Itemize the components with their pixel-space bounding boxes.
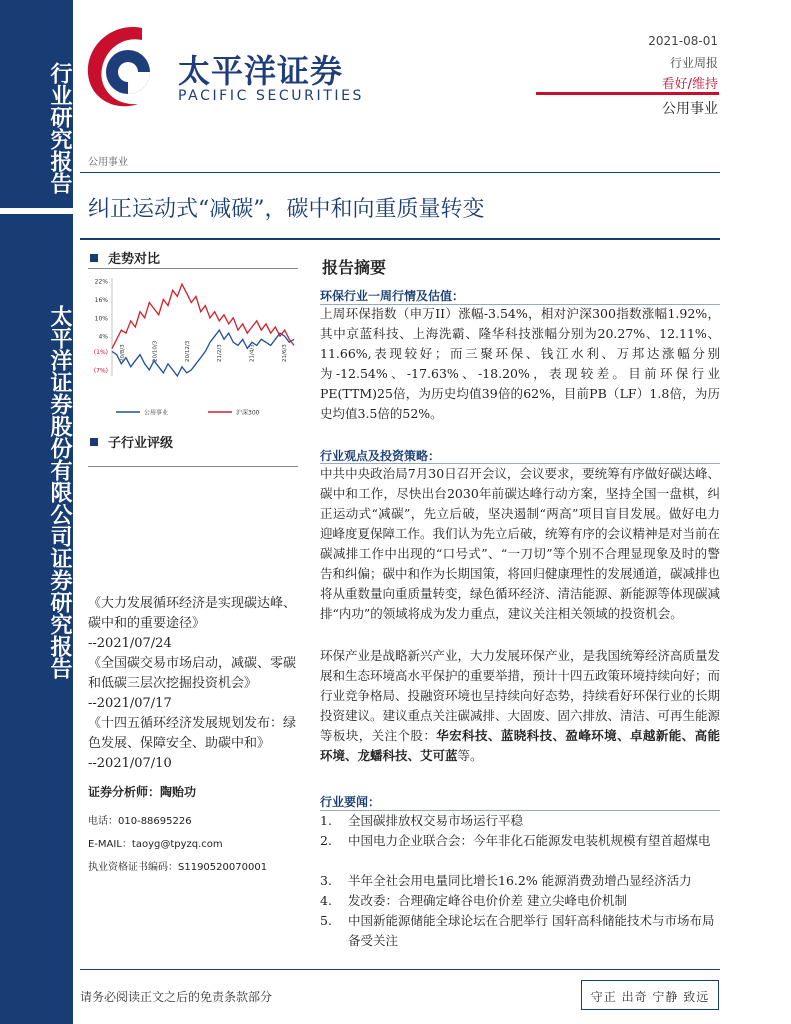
sidebar-label-company: 太平洋证券股份有限公司证券研究报告 — [47, 305, 73, 679]
strategy-section-head: 行业观点及投资策略： — [320, 449, 441, 463]
industry-rating: 看好/维持 — [661, 77, 718, 92]
news-number: 2. — [320, 833, 332, 848]
square-bullet-icon — [90, 254, 98, 262]
motto-box — [581, 980, 719, 1010]
news-item[interactable] — [320, 891, 720, 911]
logo-chinese-name: 太平洋证券 — [178, 52, 344, 90]
y-axis-labels — [94, 279, 108, 375]
header-sector: 公用事业 — [662, 101, 718, 117]
chart-series-group — [112, 284, 294, 376]
related-report-1[interactable]: 《大力发展循环经济是实现碳达峰、碳中和的重要途径》 — [88, 596, 297, 631]
disclaimer-text: 请务必阅读正文之后的免责条款部分 — [80, 990, 273, 1004]
logo-english-name: PACIFIC SECURITIES — [178, 88, 365, 104]
x-tick-label: 21/2/3 — [217, 344, 224, 362]
trend-head-label: 走势对比 — [108, 252, 161, 267]
strategy-paragraph-2 — [320, 646, 720, 766]
header-accent-line — [536, 92, 719, 95]
trend-head-divider — [88, 268, 298, 269]
news-text: 全国碳排放权交易市场运行平稳 — [348, 813, 524, 828]
y-tick-label: 22% — [94, 278, 108, 286]
header-divider — [80, 172, 720, 173]
legend-label: 公用事业 — [144, 409, 169, 417]
market-paragraph: 上周环保指数（申万II）涨幅-3.54%，相对沪深300指数涨幅1.92%，其中京蓝科技、上海洗霸、隆华科技涨幅分别为20.27%、12.11%、11.66%,表现较好；而三聚环保、钱江水利、万邦达涨幅分别为-12.54%、-17.63%、-18.20%，表现较差。目前环保行业PE(TTM)25倍，为历史均值39倍的62%，目前PB（LF）1.8倍，为历史均值3.5倍的52%。 — [320, 306, 720, 421]
x-tick-label: 21/6/3 — [282, 344, 288, 362]
series-line-1 — [112, 330, 294, 376]
news-text: 中国新能源储能全球论坛在合肥举行 国轩高科储能技术与市场布局备受关注 — [348, 913, 715, 948]
chart-legend — [116, 409, 260, 417]
news-item[interactable] — [320, 871, 720, 891]
sidebar-label-report-type: 行业研究报告 — [47, 62, 73, 194]
sub-rating-head-label: 子行业评级 — [108, 436, 174, 451]
strategy-paragraph-2-tail: 等。 — [457, 748, 483, 763]
y-tick-label: 4% — [98, 333, 108, 341]
company-motto: 守正 出奇 宁静 致远 — [590, 990, 710, 1004]
news-text: 发改委：合理确定峰谷电价价差 建立尖峰电价机制 — [348, 893, 627, 908]
sub-rating-section-head — [90, 432, 173, 451]
legend-label: 沪深300 — [236, 409, 260, 417]
x-tick-label: 21/4/3 — [249, 344, 256, 362]
sidebar-top-band — [0, 0, 73, 208]
news-number: 4. — [320, 893, 332, 908]
news-item[interactable] — [320, 811, 720, 831]
trend-chart — [82, 270, 302, 420]
analyst-cert: 执业资格证书编码：S1190520070001 — [88, 862, 268, 873]
recommended-stocks: 华宏科技、蓝晓科技、盈峰环境、卓越新能、高能环境、龙蟠科技、艾可蓝 — [320, 728, 720, 763]
strategy-paragraph-2-text: 环保产业是战略新兴产业，大力发展环保产业，是我国统筹经济高质量发展和生态环境高水平保护的重要举措，预计十四五政策环境持续向好；而行业竞争格局、投融资环境也呈持续向好态势，持续看好环保行业的长期投资建议。建议重点关注碳减排、大固废、固六排放、清洁、可再生能源等板块，关注个股： — [320, 648, 721, 743]
related-report-3[interactable]: 《十四五循环经济发展规划发布：绿色发展、保障安全、助碳中和》 — [88, 716, 297, 751]
report-title: 纠正运动式“减碳”，碳中和向重质量转变 — [88, 197, 485, 222]
y-tick-label: (1%) — [93, 349, 108, 356]
x-tick-label: 20/10/3 — [152, 340, 159, 362]
summary-title: 报告摘要 — [322, 258, 387, 277]
news-item[interactable] — [320, 911, 720, 951]
y-tick-label: 16% — [94, 296, 108, 304]
footer-divider — [80, 969, 720, 970]
pacific-logo-icon — [80, 22, 170, 110]
related-report-date-1: --2021/07/24 — [88, 636, 172, 651]
strategy-paragraph-1: 中共中央政治局7月30日召开会议，会议要求，要统筹有序做好碳达峰、碳中和工作，尽快出台2030年前碳达峰行动方案，坚持全国一盘棋，纠正运动式“减碳”，先立后破，坚决遏制“两高”项目盲目发展。做好电力迎峰度夏保障工作。我们认为先立后破，统筹有序的会议精神是对当前在碳减排工作中出现的“口号式”、“一刀切”等个别不合理显现象及时的警告和纠偏；碳中和作为长期国策，将回归健康理性的发展通道，碳减排也将从重数量向重质量转变，绿色循环经济、清洁能源、新能源等体现碳减排“内功”的领域将成为发力重点，建议关注相关领域的投资机会。 — [320, 466, 721, 621]
sector-label: 公用事业 — [88, 157, 128, 168]
analyst-phone: 电话：010-88695226 — [88, 816, 192, 827]
x-tick-label: 20/12/3 — [184, 340, 191, 362]
trend-section-head — [90, 248, 160, 267]
series-line-2 — [112, 284, 294, 348]
sidebar-bottom-band — [0, 214, 73, 1024]
report-type: 行业周报 — [669, 56, 718, 70]
news-number: 3. — [320, 873, 332, 888]
x-axis-labels — [120, 340, 288, 362]
news-item[interactable] — [320, 831, 720, 871]
analyst-name: 证券分析师：陶贻功 — [88, 785, 197, 799]
news-section-head: 行业要闻： — [320, 795, 381, 809]
y-tick-label: 10% — [94, 315, 108, 323]
related-report-date-2: --2021/07/17 — [88, 696, 172, 711]
analyst-email[interactable]: E-MAIL：taoyg@tpyzq.com — [88, 839, 223, 850]
news-number: 1. — [320, 813, 332, 828]
related-report-date-3: --2021/07/10 — [88, 756, 172, 771]
y-tick-label: (7%) — [93, 367, 108, 375]
news-text: 中国电力企业联合会：今年非化石能源发电装机规模有望首超煤电 — [348, 833, 711, 848]
left-sidebar — [0, 0, 73, 1024]
news-text: 半年全社会用电量同比增长16.2% 能源消费劲增凸显经济活力 — [348, 873, 692, 888]
square-bullet-icon — [90, 438, 98, 446]
news-number: 5. — [320, 913, 332, 928]
market-section-head: 环保行业一周行情及估值： — [320, 289, 465, 303]
title-divider — [80, 238, 720, 240]
sub-rating-divider — [88, 466, 298, 467]
related-report-2[interactable]: 《全国碳交易市场启动，减碳、零碳和低碳三层次挖掘投资机会》 — [88, 656, 297, 691]
x-tick-label: 20/8/3 — [120, 344, 126, 362]
report-date: 2021-08-01 — [648, 34, 718, 48]
